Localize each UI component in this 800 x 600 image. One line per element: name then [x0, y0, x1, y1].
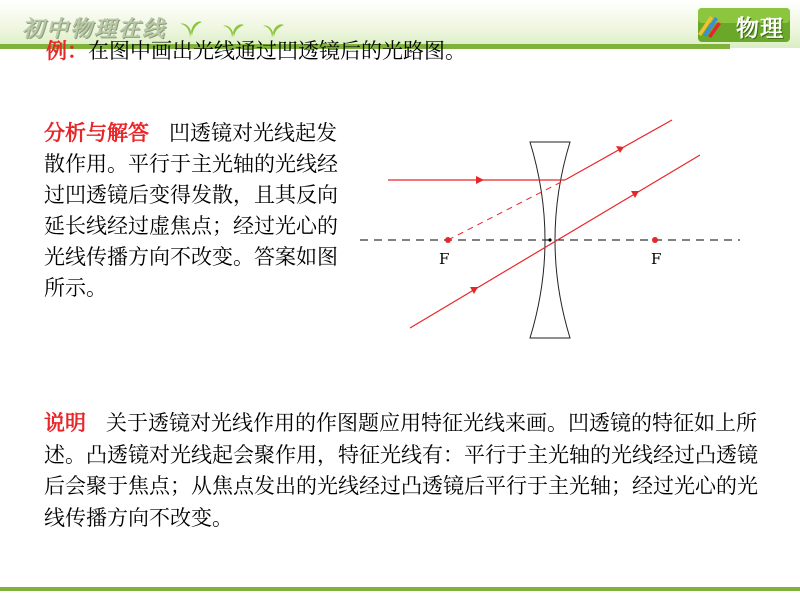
note-block: [44, 408, 760, 534]
subject-label: 物理: [736, 16, 784, 42]
focus-point-left: [445, 237, 451, 243]
focus-label-left: F: [439, 250, 450, 268]
concave-lens-ray-diagram: [350, 110, 750, 350]
arrow-head-center-upper-icon: [631, 191, 639, 198]
analysis-text: 凹透镜对光线起发散作用。平行于主光轴的光线经过凹透镜后变得发散，且其反向延长线经过虚焦点；经过光心的光线传播方向不改变。答案如图所示。: [44, 121, 338, 300]
note-label: 说明: [44, 411, 86, 435]
footer-rule: [0, 587, 800, 591]
example-label: 例：: [46, 39, 88, 63]
example-text: 在图中画出光线通过凹透镜后的光路图。: [88, 39, 466, 63]
arrow-head-incident-icon: [476, 176, 484, 184]
brand-watermark: 初中物理在线: [22, 16, 167, 42]
note-text: 关于透镜对光线作用的作图题应用特征光线来画。凹透镜的特征如上所述。凸透镜对光线起会聚作用，特征光线有：平行于主光轴的光线经过凸透镜后会聚于焦点；从焦点发出的光线经过凸透镜后平行于主光轴；经过光心的光线传播方向不改变。: [44, 411, 758, 530]
arrow-head-refracted-icon: [616, 146, 624, 153]
analysis-block: [44, 118, 344, 304]
analysis-label: 分析与解答: [44, 121, 149, 145]
example-prompt: [46, 36, 746, 67]
focus-point-right: [652, 237, 658, 243]
virtual-extension-dashed: [448, 180, 565, 240]
pencils-icon: [696, 12, 722, 38]
focus-label-right: F: [651, 250, 662, 268]
arrow-head-center-lower-icon: [470, 287, 478, 294]
optical-center-point: [548, 238, 551, 241]
